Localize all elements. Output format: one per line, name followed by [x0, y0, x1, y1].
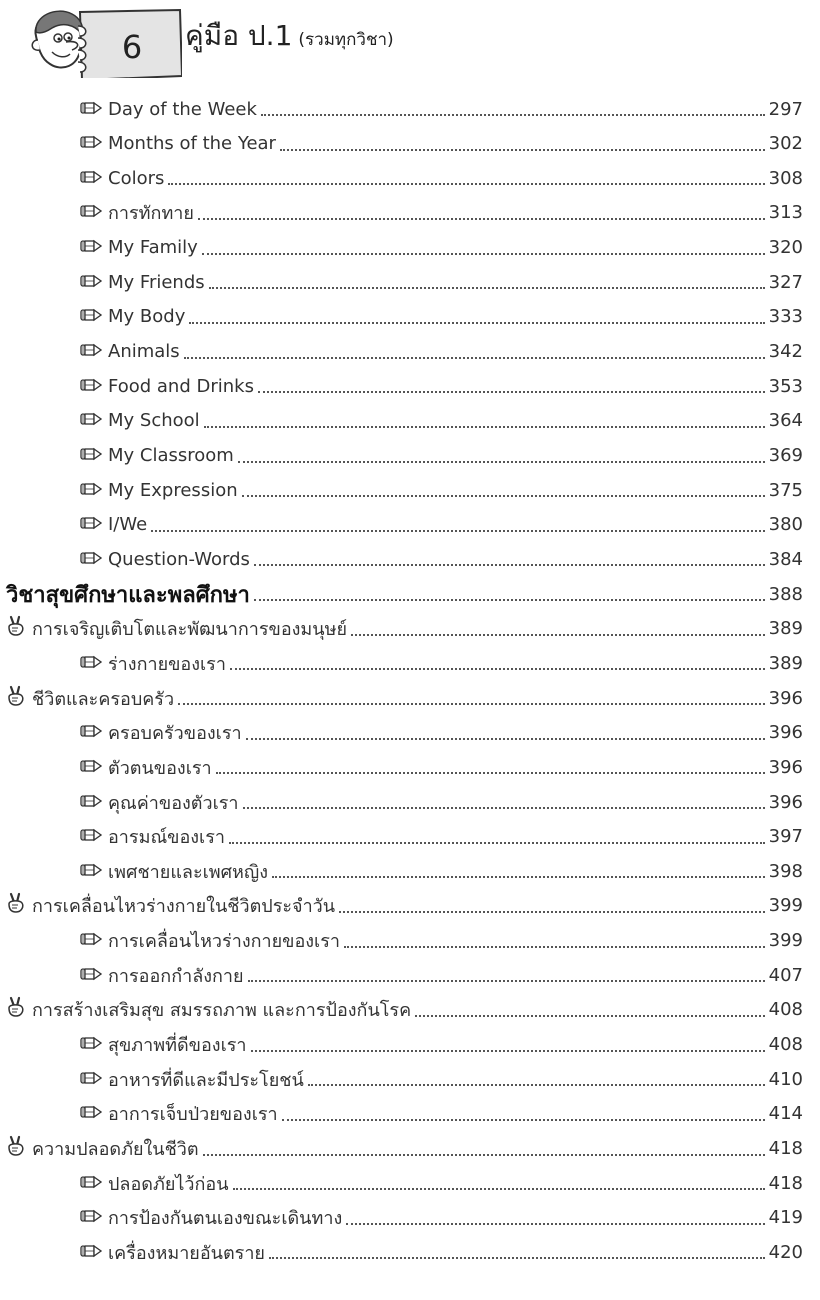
- toc-entry-sub[interactable]: [0, 646, 803, 680]
- dot-leader: [168, 183, 764, 185]
- dot-leader: [344, 946, 765, 948]
- toc-entry-page-number: 389: [768, 618, 803, 640]
- toc-entry-topic[interactable]: [0, 1132, 803, 1166]
- toc-entry-label: ครอบครัวของเรา: [108, 723, 242, 745]
- toc-entry-label: ร่างกายของเรา: [108, 653, 226, 675]
- pencil-icon: [80, 1207, 102, 1228]
- toc-entry-topic[interactable]: [0, 612, 803, 646]
- toc-entry-label: Question-Words: [108, 548, 250, 570]
- toc-entry-topic[interactable]: [0, 993, 803, 1027]
- toc-entry-sub[interactable]: [0, 508, 803, 542]
- toc-entry-sub[interactable]: [0, 1028, 803, 1062]
- toc-entry-label: การเจริญเติบโตและพัฒนาการของมนุษย์: [32, 619, 347, 641]
- toc-entry-label: อาหารที่ดีและมีประโยชน์: [108, 1069, 304, 1091]
- toc-entry-label: ปลอดภัยไว้ก่อน: [108, 1173, 229, 1195]
- pencil-icon: [80, 272, 102, 293]
- toc-entry-page-number: 399: [768, 930, 803, 952]
- toc-entry-label: Day of the Week: [108, 98, 257, 120]
- toc-entry-sub[interactable]: [0, 958, 803, 992]
- pencil-icon: [80, 237, 102, 258]
- toc-entry-sub[interactable]: [0, 265, 803, 299]
- toc-entry-label: My Family: [108, 237, 198, 259]
- toc-entry-page-number: 420: [768, 1241, 803, 1263]
- toc-entry-sub[interactable]: [0, 231, 803, 265]
- toc-entry-label: My Body: [108, 306, 186, 328]
- dot-leader: [233, 1188, 765, 1190]
- toc-entry-label: My Friends: [108, 271, 205, 293]
- pencil-icon: [80, 861, 102, 882]
- dot-leader: [216, 772, 765, 774]
- pencil-icon: [80, 1103, 102, 1124]
- toc-entry-page-number: 369: [768, 445, 803, 466]
- toc-entry-sub[interactable]: [0, 404, 803, 438]
- dot-leader: [238, 461, 765, 463]
- pencil-icon: [80, 168, 102, 189]
- toc-entry-sub[interactable]: [0, 1235, 803, 1269]
- dot-leader: [202, 253, 765, 255]
- toc-entry-label: การออกกำลังกาย: [108, 965, 244, 987]
- toc-entry-label: การสร้างเสริมสุข สมรรถภาพ และการป้องกันโรค: [32, 1000, 412, 1022]
- dot-leader: [198, 218, 765, 220]
- toc-entry-sub[interactable]: [0, 92, 803, 126]
- toc-entry-sub[interactable]: [0, 473, 803, 507]
- toc-entry-sub[interactable]: [0, 716, 803, 750]
- toc-entry-label: คุณค่าของตัวเรา: [108, 792, 239, 814]
- dot-leader: [261, 114, 765, 116]
- victory-hand-icon: [6, 685, 26, 712]
- dot-leader: [204, 426, 765, 428]
- pencil-icon: [80, 480, 102, 501]
- dot-leader: [229, 842, 765, 844]
- toc-entry-label: My Classroom: [108, 445, 234, 466]
- victory-hand-icon: [6, 615, 26, 642]
- toc-entry-label: My School: [108, 410, 200, 432]
- toc-entry-page-number: 396: [768, 791, 803, 813]
- toc-entry-label: Colors: [108, 167, 165, 189]
- toc-entry-sub[interactable]: [0, 854, 803, 888]
- pencil-icon: [80, 653, 102, 674]
- dot-leader: [269, 1257, 765, 1259]
- pencil-icon: [80, 445, 102, 466]
- toc-entry-page-number: 302: [768, 133, 803, 155]
- toc-entry-sub[interactable]: [0, 439, 803, 473]
- toc-entry-page-number: 399: [768, 895, 803, 917]
- toc-entry-page-number: 380: [768, 514, 803, 536]
- toc-entry-label: Animals: [108, 341, 180, 363]
- toc-entry-page-number: 408: [768, 1034, 803, 1056]
- pencil-icon: [80, 792, 102, 813]
- toc-entry-sub[interactable]: [0, 924, 803, 958]
- dot-leader: [254, 599, 765, 601]
- toc-entry-page-number: 418: [768, 1172, 803, 1194]
- toc-entry-sub[interactable]: [0, 820, 803, 854]
- toc-entry-label: วิชาสุขศึกษาและพลศึกษา: [6, 582, 250, 608]
- toc-entry-page-number: 333: [768, 306, 803, 328]
- toc-entry-page-number: 313: [768, 202, 803, 224]
- toc-entry-page-number: 308: [768, 167, 803, 189]
- pencil-icon: [80, 1069, 102, 1090]
- toc-entry-topic[interactable]: [0, 889, 803, 923]
- toc-entry-label: Months of the Year: [108, 133, 276, 155]
- victory-hand-icon: [6, 996, 26, 1023]
- toc-entry-page-number: 297: [768, 98, 803, 120]
- toc-entry-page-number: 364: [768, 410, 803, 432]
- toc-entry-label: Food and Drinks: [108, 375, 254, 397]
- pencil-icon: [80, 826, 102, 847]
- pencil-icon: [80, 376, 102, 397]
- toc-entry-page-number: 396: [768, 687, 803, 709]
- toc-entry-label: เพศชายและเพศหญิง: [108, 861, 269, 883]
- toc-entry-sub[interactable]: [0, 161, 803, 195]
- toc-entry-sub[interactable]: [0, 1201, 803, 1235]
- dot-leader: [209, 287, 765, 289]
- toc-entry-sub[interactable]: [0, 785, 803, 819]
- toc-entry-page-number: 388: [768, 583, 803, 605]
- toc-entry-sub[interactable]: [0, 750, 803, 784]
- toc-entry-sub[interactable]: [0, 127, 803, 161]
- toc-entry-label: เครื่องหมายอันตราย: [108, 1242, 265, 1264]
- dot-leader: [308, 1084, 765, 1086]
- dot-leader: [282, 1119, 765, 1121]
- pencil-icon: [80, 1034, 102, 1055]
- toc-entry-label: การทักทาย: [108, 203, 194, 225]
- toc-entry-section[interactable]: [0, 577, 803, 611]
- toc-entry-label: My Expression: [108, 479, 238, 501]
- page-header: [0, 0, 820, 84]
- toc-entry-page-number: 414: [768, 1103, 803, 1125]
- pencil-icon: [80, 202, 102, 223]
- victory-hand-icon: [6, 892, 26, 919]
- dot-leader: [230, 668, 765, 670]
- pencil-icon: [80, 965, 102, 986]
- toc-entry-topic[interactable]: [0, 681, 803, 715]
- dot-leader: [254, 564, 765, 566]
- toc-entry-page-number: 419: [768, 1207, 803, 1229]
- dot-leader: [258, 391, 765, 393]
- pencil-icon: [80, 1173, 102, 1194]
- pencil-icon: [80, 99, 102, 120]
- mascot-holding-sign-icon: [22, 6, 182, 78]
- pencil-icon: [80, 722, 102, 743]
- pencil-icon: [80, 410, 102, 431]
- toc-entry-page-number: 396: [768, 722, 803, 744]
- dot-leader: [184, 357, 765, 359]
- dot-leader: [178, 703, 765, 705]
- dot-leader: [189, 322, 764, 324]
- dot-leader: [251, 1050, 765, 1052]
- toc-entry-label: การเคลื่อนไหวร่างกายในชีวิตประจำวัน: [32, 896, 336, 918]
- toc-entry-page-number: 418: [768, 1138, 803, 1159]
- toc-entry-page-number: 396: [768, 756, 803, 778]
- dot-leader: [280, 149, 765, 151]
- dot-leader: [203, 1154, 765, 1156]
- toc-entry-page-number: 320: [768, 237, 803, 259]
- toc-entry-sub[interactable]: [0, 335, 803, 369]
- toc-entry-label: การเคลื่อนไหวร่างกายของเรา: [108, 931, 340, 953]
- toc-entry-label: อารมณ์ของเรา: [108, 827, 225, 849]
- dot-leader: [339, 911, 765, 913]
- pencil-icon: [80, 549, 102, 570]
- dot-leader: [243, 807, 765, 809]
- pencil-icon: [80, 757, 102, 778]
- pencil-icon: [80, 514, 102, 535]
- page-title: [185, 14, 394, 58]
- toc-entry-label: ตัวตนของเรา: [108, 757, 212, 779]
- pencil-icon: [80, 930, 102, 951]
- toc-entry-page-number: 397: [768, 826, 803, 848]
- toc-entry-page-number: 408: [768, 999, 803, 1021]
- toc-entry-page-number: 342: [768, 341, 803, 363]
- dot-leader: [151, 530, 764, 532]
- dot-leader: [415, 1015, 765, 1017]
- page-number: 6: [121, 28, 143, 66]
- pencil-icon: [80, 1242, 102, 1263]
- toc-entry-sub[interactable]: [0, 369, 803, 403]
- toc-entry-label: ความปลอดภัยในชีวิต: [32, 1139, 199, 1160]
- dot-leader: [272, 876, 765, 878]
- toc-entry-sub[interactable]: [0, 1166, 803, 1200]
- victory-hand-icon: [6, 1135, 26, 1162]
- toc-entry-page-number: 410: [768, 1068, 803, 1090]
- toc-entry-label: ชีวิตและครอบครัว: [32, 688, 175, 710]
- toc-entry-page-number: 384: [768, 548, 803, 570]
- toc-entry-label: I/We: [108, 514, 148, 536]
- pencil-icon: [80, 341, 102, 362]
- toc-entry-sub[interactable]: [0, 196, 803, 230]
- toc-entry-page-number: 375: [768, 479, 803, 501]
- toc-entry-page-number: 398: [768, 860, 803, 882]
- toc-entry-page-number: 353: [768, 375, 803, 397]
- toc-entry-page-number: 389: [768, 652, 803, 674]
- dot-leader: [246, 738, 765, 740]
- toc-entry-sub[interactable]: [0, 542, 803, 576]
- pencil-icon: [80, 306, 102, 327]
- book-title: คู่มือ ป.1: [185, 19, 293, 52]
- dot-leader: [346, 1223, 764, 1225]
- toc-entry-sub[interactable]: [0, 1097, 803, 1131]
- toc-entry-page-number: 407: [768, 964, 803, 986]
- pencil-icon: [80, 133, 102, 154]
- toc-entry-sub[interactable]: [0, 1062, 803, 1096]
- toc-entry-label: อาการเจ็บป่วยของเรา: [108, 1104, 278, 1126]
- toc-entry-label: สุขภาพที่ดีของเรา: [108, 1035, 247, 1057]
- toc-entry-label: การป้องกันตนเองขณะเดินทาง: [108, 1208, 343, 1230]
- dot-leader: [351, 634, 765, 636]
- toc-entry-sub[interactable]: [0, 300, 803, 334]
- toc-entry-page-number: 327: [768, 271, 803, 293]
- dot-leader: [242, 495, 765, 497]
- book-subtitle: (รวมทุกวิชา): [298, 30, 394, 50]
- dot-leader: [248, 980, 765, 982]
